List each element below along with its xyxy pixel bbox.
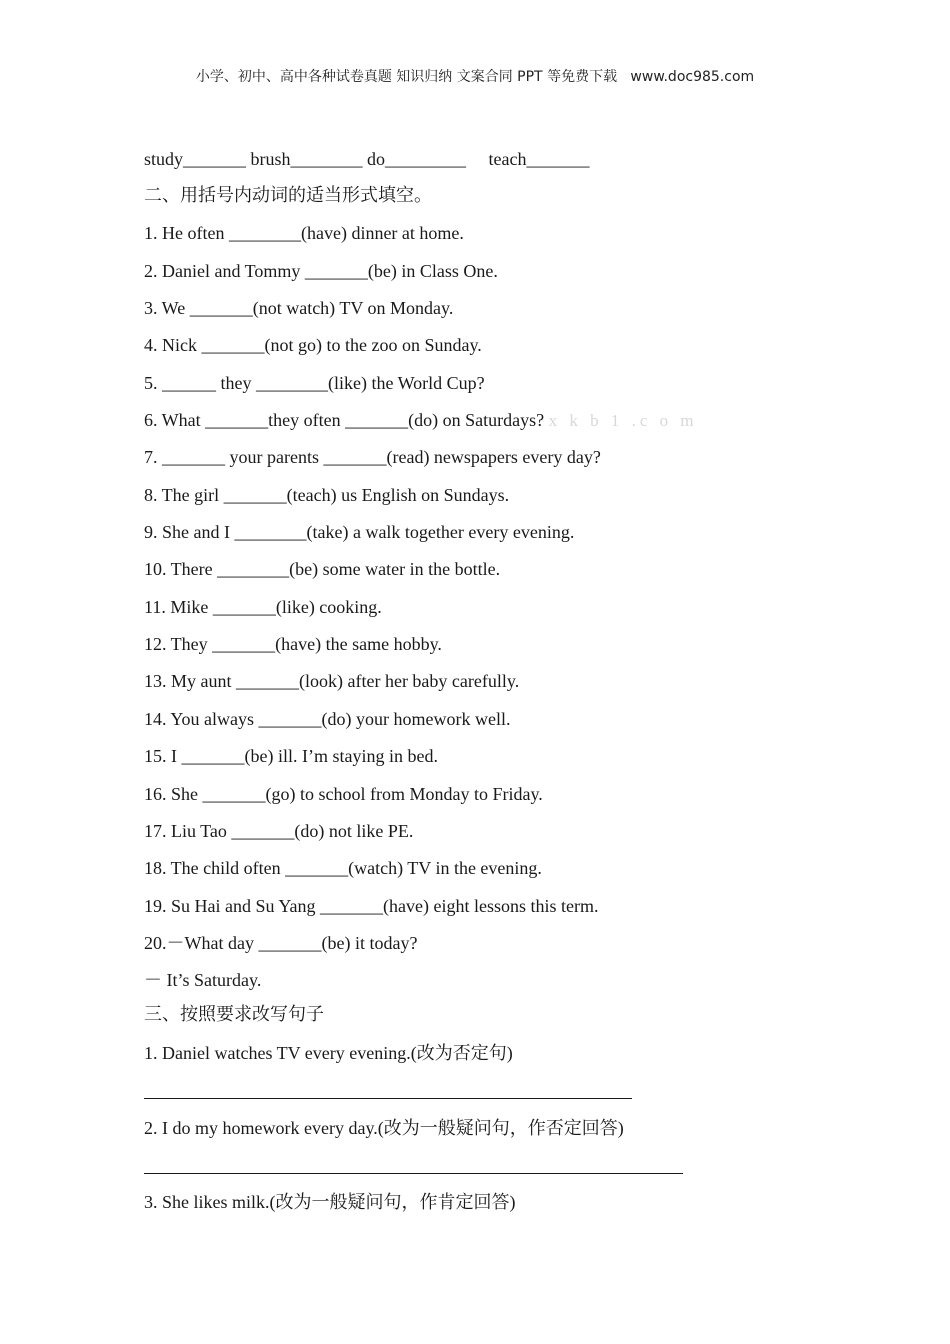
- question-15: 15. I _______(be) ill. I’m staying in bed.: [144, 746, 438, 766]
- question-7: 7. _______ your parents _______(read) newspapers every day?: [144, 447, 601, 467]
- question-6: 6. What _______they often _______(do) on Saturdays?: [144, 410, 545, 430]
- question-18: 18. The child often _______(watch) TV in the evening.: [144, 858, 542, 878]
- question-8: 8. The girl _______(teach) us English on Sundays.: [144, 485, 510, 505]
- answer-line-2: [144, 1173, 683, 1174]
- rewrite-1: 1. Daniel watches TV every evening.(改为否定句): [144, 1043, 513, 1063]
- question-16: 16. She _______(go) to school from Monday to Friday.: [144, 784, 543, 804]
- question-1: 1. He often ________(have) dinner at home.: [144, 223, 464, 243]
- page-header: 小学、初中、高中各种试卷真题 知识归纳 文案合同 PPT 等免费下载 www.doc985.com: [195, 69, 755, 85]
- verb-forms-line: study_______ brush________ do_________ teach_______: [144, 149, 590, 169]
- question-2: 2. Daniel and Tommy _______(be) in Class One.: [144, 261, 498, 281]
- question-17: 17. Liu Tao _______(do) not like PE.: [144, 821, 414, 841]
- watermark: x k b 1 .c o m: [548, 411, 698, 430]
- question-3: 3. We _______(not watch) TV on Monday.: [144, 298, 454, 318]
- section-3-title: 三、按照要求改写句子: [144, 1004, 324, 1025]
- rewrite-3: 3. She likes milk.(改为一般疑问句，作肯定回答): [144, 1192, 516, 1212]
- section-2-title: 二、用括号内动词的适当形式填空。: [144, 185, 432, 206]
- rewrite-2: 2. I do my homework every day.(改为一般疑问句，作否定回答): [144, 1118, 624, 1138]
- question-10: 10. There ________(be) some water in the bottle.: [144, 559, 501, 579]
- question-9: 9. She and I ________(take) a walk together every evening.: [144, 522, 575, 542]
- question-13: 13. My aunt _______(look) after her baby carefully.: [144, 671, 520, 691]
- question-12: 12. They _______(have) the same hobby.: [144, 634, 442, 654]
- question-11: 11. Mike _______(like) cooking.: [144, 597, 382, 617]
- answer-line-1: [144, 1098, 632, 1099]
- question-6-row: [144, 409, 698, 432]
- question-4: 4. Nick _______(not go) to the zoo on Sunday.: [144, 335, 482, 355]
- question-5: 5. ______ they ________(like) the World Cup?: [144, 373, 485, 393]
- question-20-answer: － It’s Saturday.: [144, 970, 262, 990]
- question-19: 19. Su Hai and Su Yang _______(have) eight lessons this term.: [144, 896, 599, 916]
- question-14: 14. You always _______(do) your homework well.: [144, 709, 511, 729]
- question-20: 20.－What day _______(be) it today?: [144, 933, 418, 953]
